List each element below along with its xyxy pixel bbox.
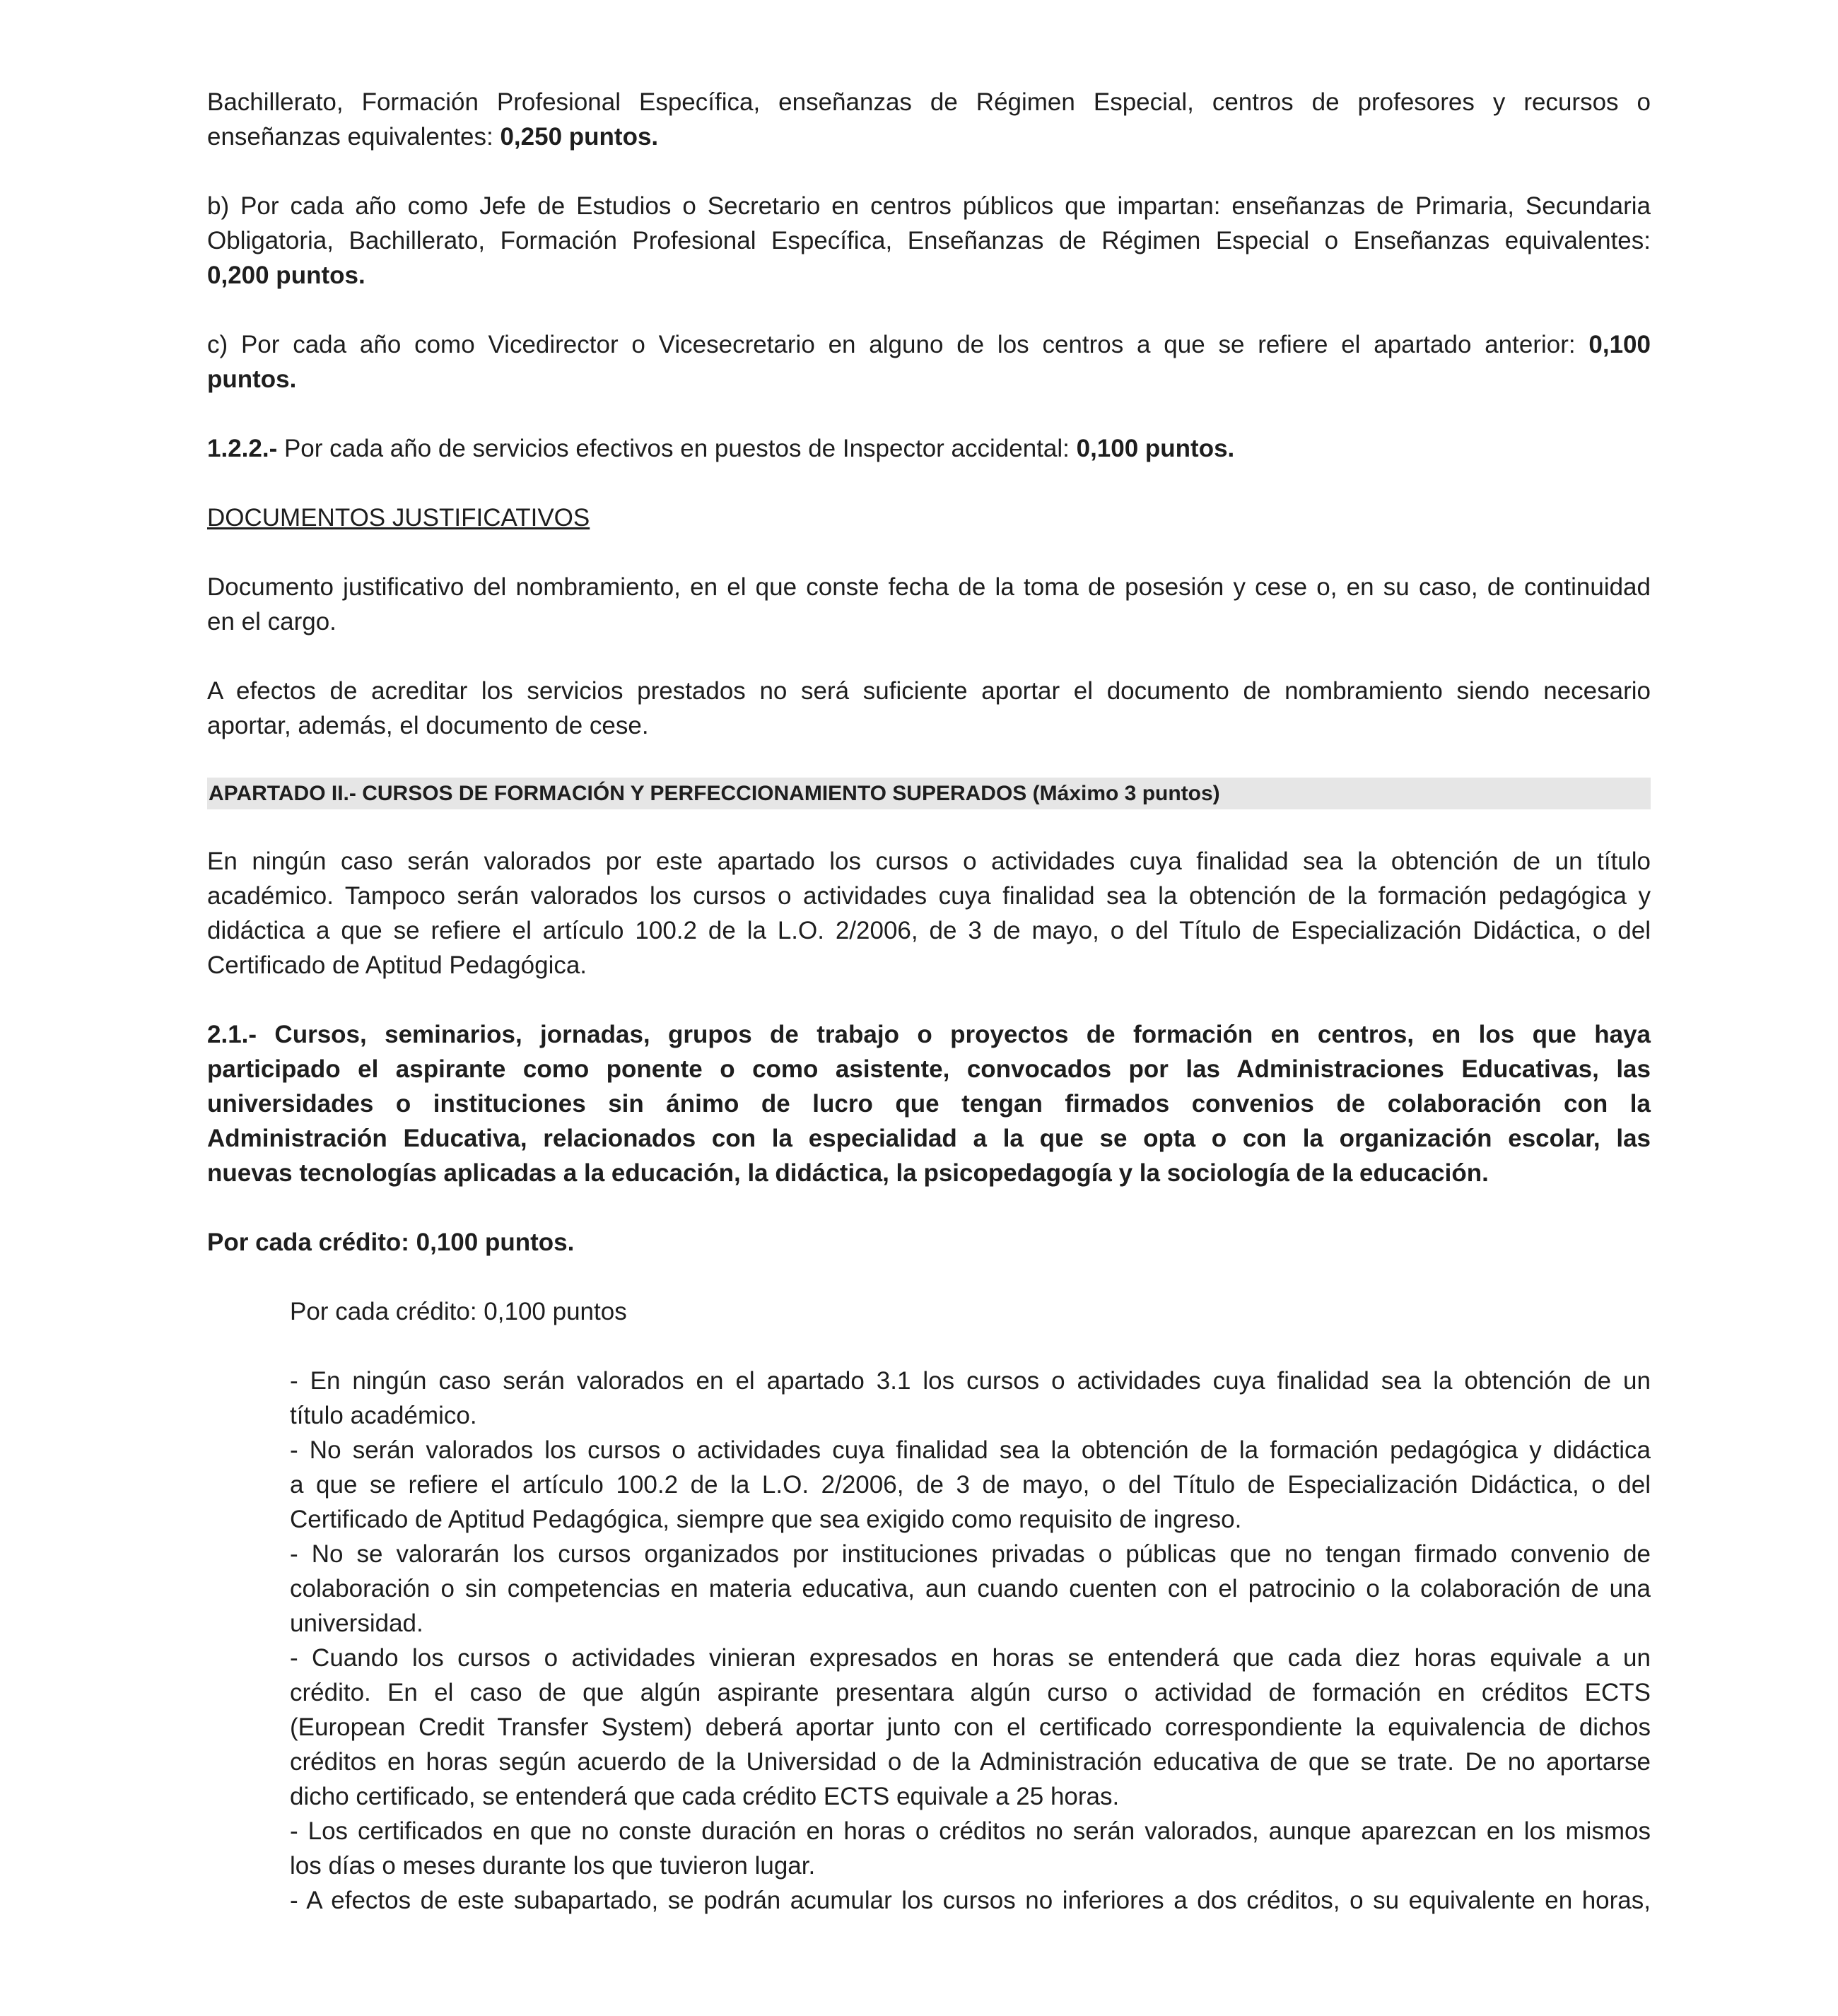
text-line bbox=[207, 1121, 1651, 1156]
text-line bbox=[207, 500, 1651, 535]
paragraph bbox=[207, 431, 1651, 466]
paragraph bbox=[207, 327, 1651, 397]
text: académico. Tampoco serán valorados los cursos o actividades cuya finalidad sea la obtención de la formación pedagógica y bbox=[207, 882, 1651, 910]
text: En ningún caso serán valorados por este apartado los cursos o actividades cuya finalidad sea la obtención de un título bbox=[207, 848, 1651, 875]
text: en el cargo. bbox=[207, 608, 336, 635]
text: Por cada crédito: 0,100 puntos bbox=[290, 1298, 627, 1325]
text: - A efectos de este subapartado, se podrán acumular los cursos no inferiores a dos créditos, o su equivalente en horas, bbox=[290, 1887, 1651, 1914]
text: Obligatoria, Bachillerato, Formación Profesional Específica, Enseñanzas de Régimen Especial o Enseñanzas equivalentes: bbox=[207, 227, 1651, 254]
text: - No se valorarán los cursos organizados por instituciones privadas o públicas que no tengan firmado convenio de bbox=[290, 1540, 1651, 1568]
text-line bbox=[207, 948, 1651, 983]
text-line bbox=[290, 1745, 1651, 1779]
text-line bbox=[207, 1086, 1651, 1121]
text-line bbox=[207, 258, 1651, 293]
text: dicho certificado, se entenderá que cada crédito ECTS equivale a 25 horas. bbox=[290, 1783, 1120, 1810]
bold-text: 1.2.2.- bbox=[207, 435, 278, 462]
text-line bbox=[207, 913, 1651, 948]
bold-text: universidades o instituciones sin ánimo de lucro que tengan firmados convenios de colaboración con la bbox=[207, 1090, 1651, 1118]
text: enseñanzas equivalentes: bbox=[207, 123, 501, 151]
text-line bbox=[207, 1017, 1651, 1052]
text-line bbox=[207, 431, 1651, 466]
text-line bbox=[290, 1467, 1651, 1502]
bold-text: 0,100 bbox=[1588, 331, 1651, 358]
text-line bbox=[207, 778, 1651, 809]
paragraph bbox=[207, 570, 1651, 639]
paragraph bbox=[207, 674, 1651, 743]
text-line bbox=[290, 1294, 1651, 1329]
text: didáctica a que se refiere el artículo 100.2 de la L.O. 2/2006, de 3 de mayo, o del Título de Especialización Didáctica, o del bbox=[207, 917, 1651, 944]
text-line bbox=[290, 1571, 1651, 1606]
text-line bbox=[207, 1225, 1651, 1260]
bold-text: Administración Educativa, relacionados con la especialidad a la que se opta o con la organización escolar, las bbox=[207, 1125, 1651, 1152]
text-line bbox=[290, 1814, 1651, 1848]
text: Documento justificativo del nombramiento, en el que conste fecha de la toma de posesión y cese o, en su caso, de continuidad bbox=[207, 573, 1651, 601]
paragraph bbox=[207, 1294, 1651, 1329]
text-line bbox=[207, 223, 1651, 258]
text: c) Por cada año como Vicedirector o Vicesecretario en alguno de los centros a que se refiere el apartado anterior: bbox=[207, 331, 1589, 358]
text: crédito. En el caso de que algún aspirante presentara algún curso o actividad de formación en créditos ECTS bbox=[290, 1679, 1651, 1706]
text-line bbox=[290, 1433, 1651, 1467]
text: Certificado de Aptitud Pedagógica. bbox=[207, 951, 587, 979]
text-line bbox=[207, 119, 1651, 154]
text: - Cuando los cursos o actividades vinieran expresados en horas se entenderá que cada diez horas equivale a un bbox=[290, 1644, 1651, 1672]
document-page bbox=[207, 85, 1651, 1952]
text: (European Credit Transfer System) deberá aportar junto con el certificado correspondiente la equivalencia de dichos bbox=[290, 1713, 1651, 1741]
bold-text: 0,100 puntos. bbox=[1076, 435, 1235, 462]
bold-text: APARTADO II.- CURSOS DE FORMACIÓN Y PERFECCIONAMIENTO SUPERADOS (Máximo 3 puntos) bbox=[209, 782, 1220, 805]
text-line bbox=[207, 85, 1651, 119]
text-line bbox=[207, 189, 1651, 223]
paragraph bbox=[207, 189, 1651, 293]
text-line bbox=[207, 362, 1651, 397]
text-line bbox=[290, 1502, 1651, 1537]
text: créditos en horas según acuerdo de la Universidad o de la Administración educativa de que se trate. De no aportarse bbox=[290, 1748, 1651, 1776]
paragraph bbox=[207, 844, 1651, 983]
text-line bbox=[290, 1398, 1651, 1433]
bold-text: 0,250 puntos. bbox=[500, 123, 659, 151]
text-line bbox=[207, 327, 1651, 362]
paragraph bbox=[207, 1017, 1651, 1190]
text: b) Por cada año como Jefe de Estudios o Secretario en centros públicos que impartan: enseñanzas de Primaria, Secundaria bbox=[207, 192, 1651, 220]
text-line bbox=[290, 1848, 1651, 1883]
text-line bbox=[290, 1675, 1651, 1710]
text: a que se refiere el artículo 100.2 de la L.O. 2/2006, de 3 de mayo, o del Título de Especialización Didáctica, o del bbox=[290, 1471, 1651, 1499]
text-line bbox=[290, 1710, 1651, 1745]
bold-text: puntos. bbox=[207, 365, 297, 393]
paragraph bbox=[207, 1225, 1651, 1260]
paragraph bbox=[207, 85, 1651, 154]
text-line bbox=[290, 1364, 1651, 1398]
text-line bbox=[290, 1641, 1651, 1675]
text: - No serán valorados los cursos o actividades cuya finalidad sea la obtención de la formación pedagógica y didáctica bbox=[290, 1436, 1651, 1464]
text: DOCUMENTOS JUSTIFICATIVOS bbox=[207, 504, 590, 532]
text-line bbox=[290, 1883, 1651, 1918]
text: los días o meses durante los que tuvieron lugar. bbox=[290, 1852, 816, 1880]
bold-text: participado el aspirante como ponente o como asistente, convocados por las Administraciones Educativas, las bbox=[207, 1055, 1651, 1083]
text-line bbox=[207, 844, 1651, 879]
text: colaboración o sin competencias en materia educativa, aun cuando cuenten con el patrocinio o la colaboración de una bbox=[290, 1575, 1651, 1602]
text: Por cada año de servicios efectivos en puestos de Inspector accidental: bbox=[277, 435, 1077, 462]
text-line bbox=[207, 604, 1651, 639]
text-line bbox=[290, 1779, 1651, 1814]
bold-text: Por cada crédito: 0,100 puntos. bbox=[207, 1229, 575, 1256]
text-line bbox=[207, 570, 1651, 604]
bold-text: 0,200 puntos. bbox=[207, 262, 365, 289]
text: A efectos de acreditar los servicios prestados no será suficiente aportar el documento de nombramiento siendo necesario bbox=[207, 677, 1651, 705]
text: título académico. bbox=[290, 1402, 477, 1429]
text: - En ningún caso serán valorados en el apartado 3.1 los cursos o actividades cuya finalidad sea la obtención de un bbox=[290, 1367, 1651, 1395]
section-header-bar bbox=[207, 778, 1651, 809]
text: aportar, además, el documento de cese. bbox=[207, 712, 649, 739]
text-line bbox=[290, 1537, 1651, 1571]
text-line bbox=[207, 674, 1651, 708]
text: Certificado de Aptitud Pedagógica, siempre que sea exigido como requisito de ingreso. bbox=[290, 1506, 1242, 1533]
bold-text: nuevas tecnologías aplicadas a la educación, la didáctica, la psicopedagogía y la sociología de la educación. bbox=[207, 1159, 1489, 1187]
bold-text: 2.1.- Cursos, seminarios, jornadas, grupos de trabajo o proyectos de formación en centros, en los que haya bbox=[207, 1021, 1651, 1048]
text-line bbox=[290, 1606, 1651, 1641]
text-line bbox=[207, 708, 1651, 743]
section-heading bbox=[207, 500, 1651, 535]
text: - Los certificados en que no conste duración en horas o créditos no serán valorados, aunque aparezcan en los mismos bbox=[290, 1817, 1651, 1845]
text: Bachillerato, Formación Profesional Específica, enseñanzas de Régimen Especial, centros de profesores y recursos o bbox=[207, 88, 1651, 116]
text: universidad. bbox=[290, 1610, 423, 1637]
text-line bbox=[207, 879, 1651, 913]
text-line bbox=[207, 1052, 1651, 1086]
paragraph bbox=[207, 1364, 1651, 1918]
text-line bbox=[207, 1156, 1651, 1190]
